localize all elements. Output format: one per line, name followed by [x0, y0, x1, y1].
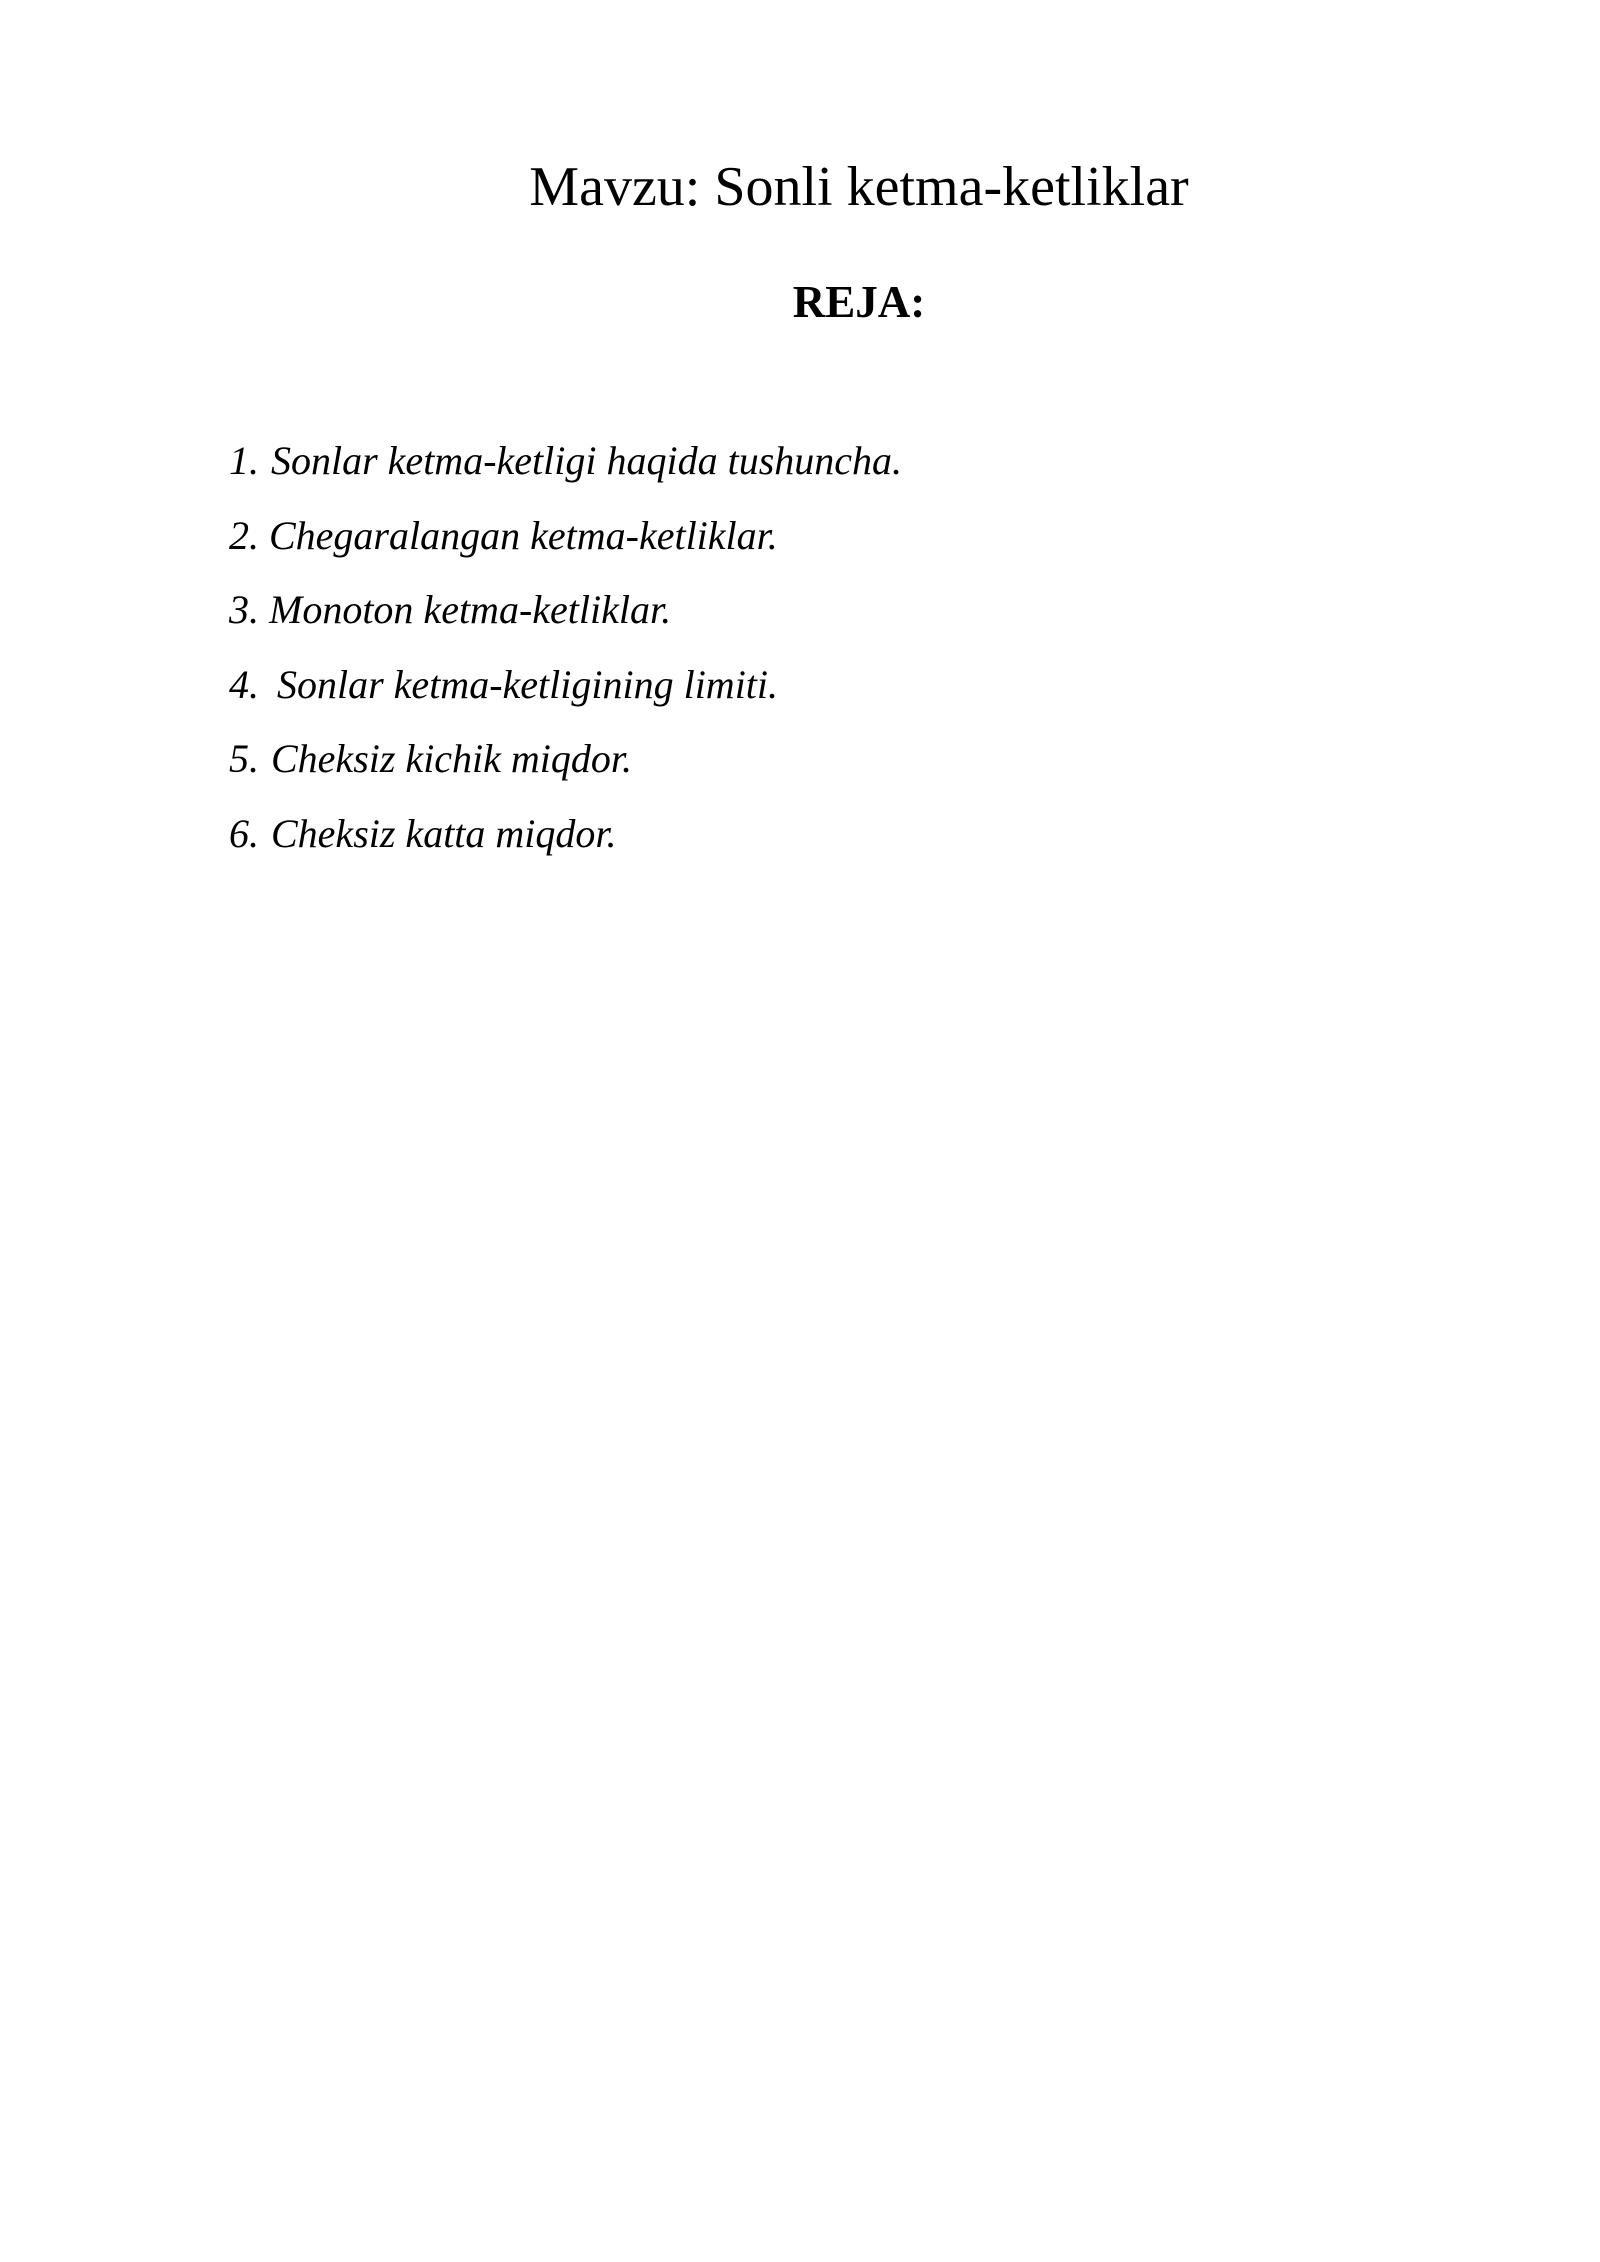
plan-item-number: 5.	[229, 736, 259, 781]
document-title: Mavzu: Sonli ketma-ketliklar	[529, 156, 1189, 218]
plan-item	[229, 424, 902, 499]
plan-item-number: 6.	[229, 810, 259, 856]
plan-item-text: Cheksiz kichik miqdor.	[271, 736, 633, 781]
plan-item-text: Cheksiz katta miqdor.	[271, 810, 617, 856]
plan-item-text: Chegaralangan ketma-ketliklar.	[269, 512, 778, 558]
plan-heading: REJA:	[792, 277, 926, 327]
plan-item	[229, 499, 902, 574]
plan-item	[229, 648, 902, 723]
plan-item	[229, 573, 902, 648]
plan-item-text: Sonlar ketma-ketligi haqida tushuncha.	[271, 438, 903, 483]
plan-list	[229, 424, 902, 871]
plan-item-number: 2.	[229, 512, 259, 558]
plan-item	[229, 722, 902, 797]
plan-item-text: Sonlar ketma-ketligining limiti.	[277, 661, 779, 707]
plan-item-number: 4.	[229, 661, 259, 707]
plan-item-number: 1.	[229, 438, 259, 483]
plan-item-text: Monoton ketma-ketliklar.	[269, 587, 672, 632]
plan-item	[229, 797, 902, 872]
plan-item-number: 3.	[229, 587, 259, 632]
